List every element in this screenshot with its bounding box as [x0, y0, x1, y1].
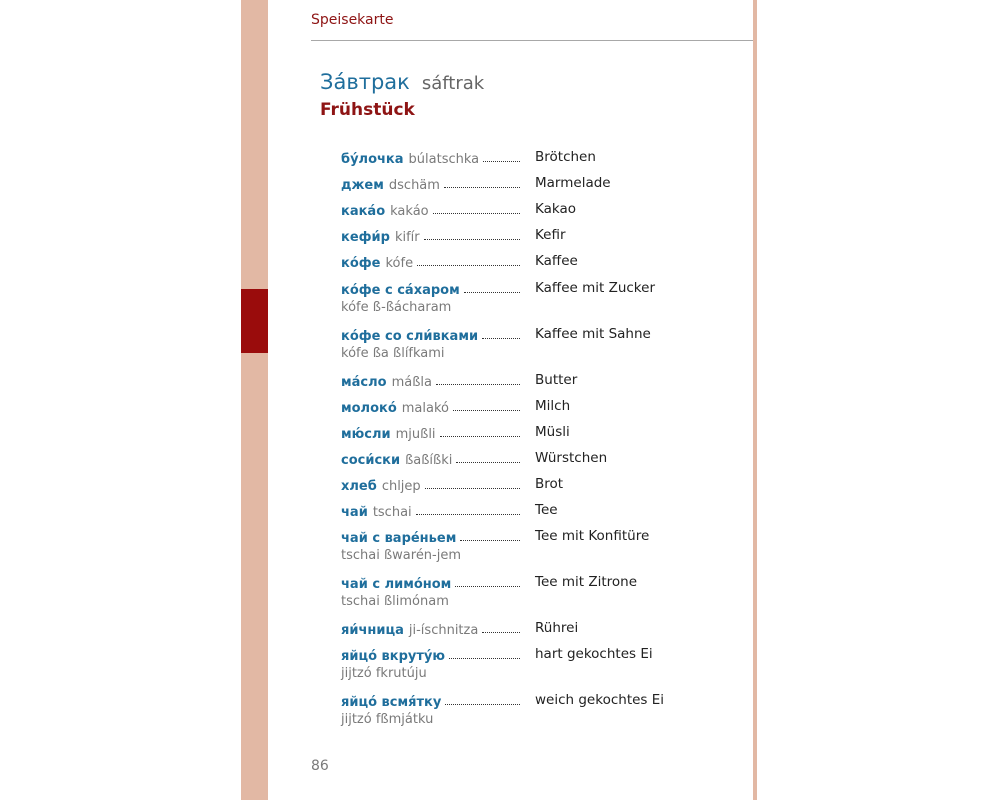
russian-word: кефи́р: [341, 230, 390, 246]
entry-term: [341, 618, 520, 638]
page-title: [320, 70, 484, 94]
transliteration: kakáo: [390, 204, 429, 220]
transliteration: mjußli: [395, 426, 436, 442]
german-translation: Marmelade: [535, 175, 611, 192]
german-translation: Tee mit Konfitüre: [535, 528, 650, 545]
russian-word: яи́чница: [341, 623, 404, 639]
russian-word: бу́лочка: [341, 152, 404, 167]
russian-word: чай с лимо́ном: [341, 577, 452, 593]
german-translation: Würstchen: [535, 449, 608, 466]
term-line: [341, 500, 520, 520]
german-translation: Tee: [535, 502, 558, 518]
term-line: [341, 448, 520, 468]
german-translation: Tee mit Zitrone: [535, 574, 638, 591]
term-line: [341, 278, 520, 298]
page-edge-band: [241, 0, 268, 800]
german-translation: Kaffee mit Sahne: [535, 325, 651, 342]
transliteration: tschai ßwarén-jem: [341, 548, 462, 564]
russian-word: яйцо́ вкруту́ю: [341, 649, 446, 665]
term-line: [341, 422, 520, 442]
transliteration: búlatschka: [408, 152, 480, 167]
entry-term: [341, 199, 520, 219]
entry-term: [341, 448, 520, 468]
title-russian: За́втрак: [320, 70, 410, 94]
russian-word: хлеб: [341, 478, 377, 494]
dot-leader: [416, 514, 520, 515]
transliteration: kófe ßa ßlífkami: [341, 345, 445, 361]
entry-term: [341, 644, 520, 684]
russian-word: чай с варе́ньем: [341, 531, 457, 547]
entry-term: [341, 526, 520, 566]
entry-term: [341, 147, 520, 167]
dot-leader: [436, 384, 520, 385]
dot-leader: [456, 462, 520, 463]
term-line: [341, 147, 520, 167]
term-line: [341, 324, 520, 344]
chapter-tab-marker: [241, 289, 268, 353]
entry-term: [341, 370, 520, 390]
term-line: [341, 572, 520, 592]
transliteration: kifír: [394, 230, 420, 246]
dot-leader: [444, 187, 520, 188]
dot-leader: [445, 704, 520, 705]
page-subtitle: Frühstück: [320, 100, 415, 120]
entry-term: [341, 251, 520, 271]
transliteration: jijtzó fkrutúju: [341, 666, 427, 682]
term-line: [341, 225, 520, 245]
transliteration: dschäm: [388, 178, 440, 194]
russian-word: ко́фе с са́харом: [341, 282, 460, 298]
term-line: [341, 618, 520, 638]
transliteration: ßaßíßki: [405, 452, 453, 468]
dot-leader: [417, 265, 520, 266]
german-translation: Milch: [535, 397, 571, 414]
entry-term: [341, 422, 520, 442]
dot-leader: [449, 658, 520, 659]
term-line: [341, 396, 520, 416]
dot-leader: [425, 488, 520, 489]
dot-leader: [482, 632, 520, 633]
term-line: [341, 474, 520, 494]
german-translation: Kaffee: [535, 253, 578, 270]
section-header: Speisekarte: [311, 12, 394, 28]
russian-word: ко́фе: [341, 256, 381, 272]
transliteration: kófe ß-ßácharam: [341, 299, 452, 315]
russian-word: кака́о: [341, 204, 386, 220]
transliteration: chljep: [381, 478, 421, 494]
russian-word: джем: [341, 178, 384, 194]
header-divider: [311, 40, 753, 41]
russian-word: мю́сли: [341, 426, 391, 442]
dot-leader: [424, 239, 520, 240]
entry-term: [341, 474, 520, 494]
term-line: [341, 199, 520, 219]
dot-leader: [483, 161, 520, 162]
term-line: [341, 173, 520, 193]
german-translation: Kefir: [535, 227, 566, 244]
entry-term: [341, 173, 520, 193]
dot-leader: [440, 436, 520, 437]
entry-term: [341, 225, 520, 245]
dot-leader: [482, 338, 520, 339]
russian-word: ко́фе со сли́вками: [341, 328, 479, 344]
dot-leader: [433, 213, 520, 214]
dot-leader: [464, 292, 520, 293]
russian-word: молоко́: [341, 400, 397, 416]
russian-word: ма́сло: [341, 374, 387, 390]
entry-term: [341, 690, 520, 730]
transliteration: kófe: [385, 256, 414, 272]
transliteration: máßla: [391, 374, 432, 390]
german-translation: Rührei: [535, 620, 579, 637]
transliteration: tschai: [372, 505, 412, 520]
entry-term: [341, 324, 520, 364]
entry-term: [341, 396, 520, 416]
german-translation: weich gekochtes Ei: [535, 692, 665, 709]
term-line: [341, 690, 520, 710]
entry-term: [341, 500, 520, 520]
german-translation: Kakao: [535, 201, 577, 218]
russian-word: яйцо́ всмя́тку: [341, 695, 442, 711]
russian-word: соси́ски: [341, 452, 401, 468]
german-translation: Kaffee mit Zucker: [535, 279, 655, 296]
german-translation: Brot: [535, 475, 564, 492]
transliteration: tschai ßlimónam: [341, 594, 449, 610]
transliteration: ji-íschnitza: [408, 623, 479, 639]
title-transliteration: sáftrak: [421, 73, 485, 94]
dot-leader: [453, 410, 520, 411]
term-line: [341, 644, 520, 664]
transliteration: malakó: [401, 400, 449, 416]
dot-leader: [455, 586, 520, 587]
term-line: [341, 370, 520, 390]
transliteration: jijtzó fßmjátku: [341, 712, 434, 728]
entry-term: [341, 572, 520, 612]
page-right-edge: [753, 0, 757, 800]
page-number: 86: [311, 758, 329, 774]
german-translation: Brötchen: [535, 149, 596, 165]
term-line: [341, 526, 520, 546]
russian-word: чай: [341, 505, 368, 520]
dot-leader: [460, 540, 520, 541]
german-translation: Butter: [535, 371, 578, 388]
term-line: [341, 251, 520, 271]
entry-term: [341, 278, 520, 318]
german-translation: hart gekochtes Ei: [535, 646, 653, 663]
german-translation: Müsli: [535, 423, 570, 440]
